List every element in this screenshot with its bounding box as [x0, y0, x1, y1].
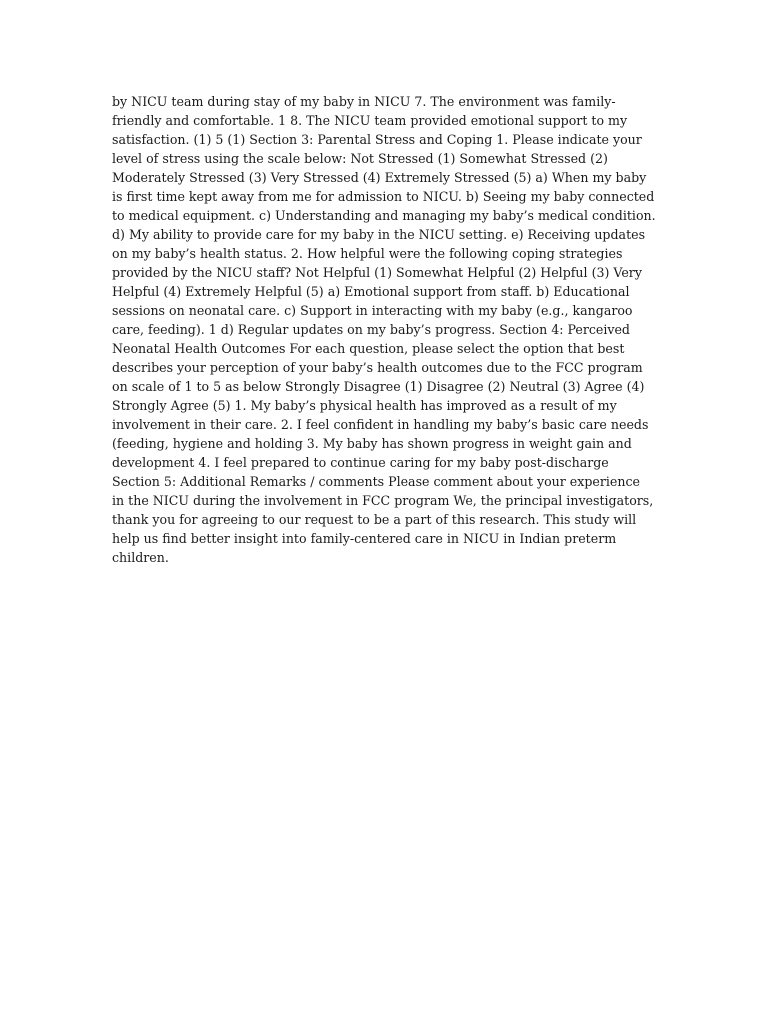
body-paragraph: by NICU team during stay of my baby in NICU 7. The environment was family-friendly and comfortable. 1 8. The NICU team provided emotional support to my satisfaction. (1) 5 (1) Section 3: Parental Stress and Coping 1. Please indicate your level of stress using the scale below: Not Stressed (1) Somewhat Stressed (2) Moderately Stressed (3) Very Stressed (4) Extremely Stressed (5) a) When my baby is first time kept away from me for admission to NICU. b) Seeing my baby connected to medical equipment. c) Understanding and managing my baby’s medical condition. d) My ability to provide care for my baby in the NICU setting. e) Receiving updates on my baby’s health status. 2. How helpful were the following coping strategies provided by the NICU staff? Not Helpful (1) Somewhat Helpful (2) Helpful (3) Very Helpful (4) Extremely Helpful (5) a) Emotional support from staff. b) Educational sessions on neonatal care. c) Support in interacting with my baby (e.g., kangaroo care, feeding). 1 d) Regular updates on my baby’s progress. Section 4: Perceived Neonatal Health Outcomes For each question, please select the option that best describes your perception of your baby’s health outcomes due to the FCC program on scale of 1 to 5 as below Strongly Disagree (1) Disagree (2) Neutral (3) Agree (4) Strongly Agree (5) 1. My baby’s physical health has improved as a result of my involvement in their care. 2. I feel confident in handling my baby’s basic care needs (feeding, hygiene and holding 3. My baby has shown progress in weight gain and development 4. I feel prepared to continue caring for my baby post-discharge Section 5: Additional Remarks / comments Please comment about your experience in the NICU during the involvement in FCC program We, the principal investigators, thank you for agreeing to our request to be a part of this research. This study will help us find better insight into family-centered care in NICU in Indian preterm children.	[112, 94, 656, 565]
document-page	[112, 92, 656, 567]
